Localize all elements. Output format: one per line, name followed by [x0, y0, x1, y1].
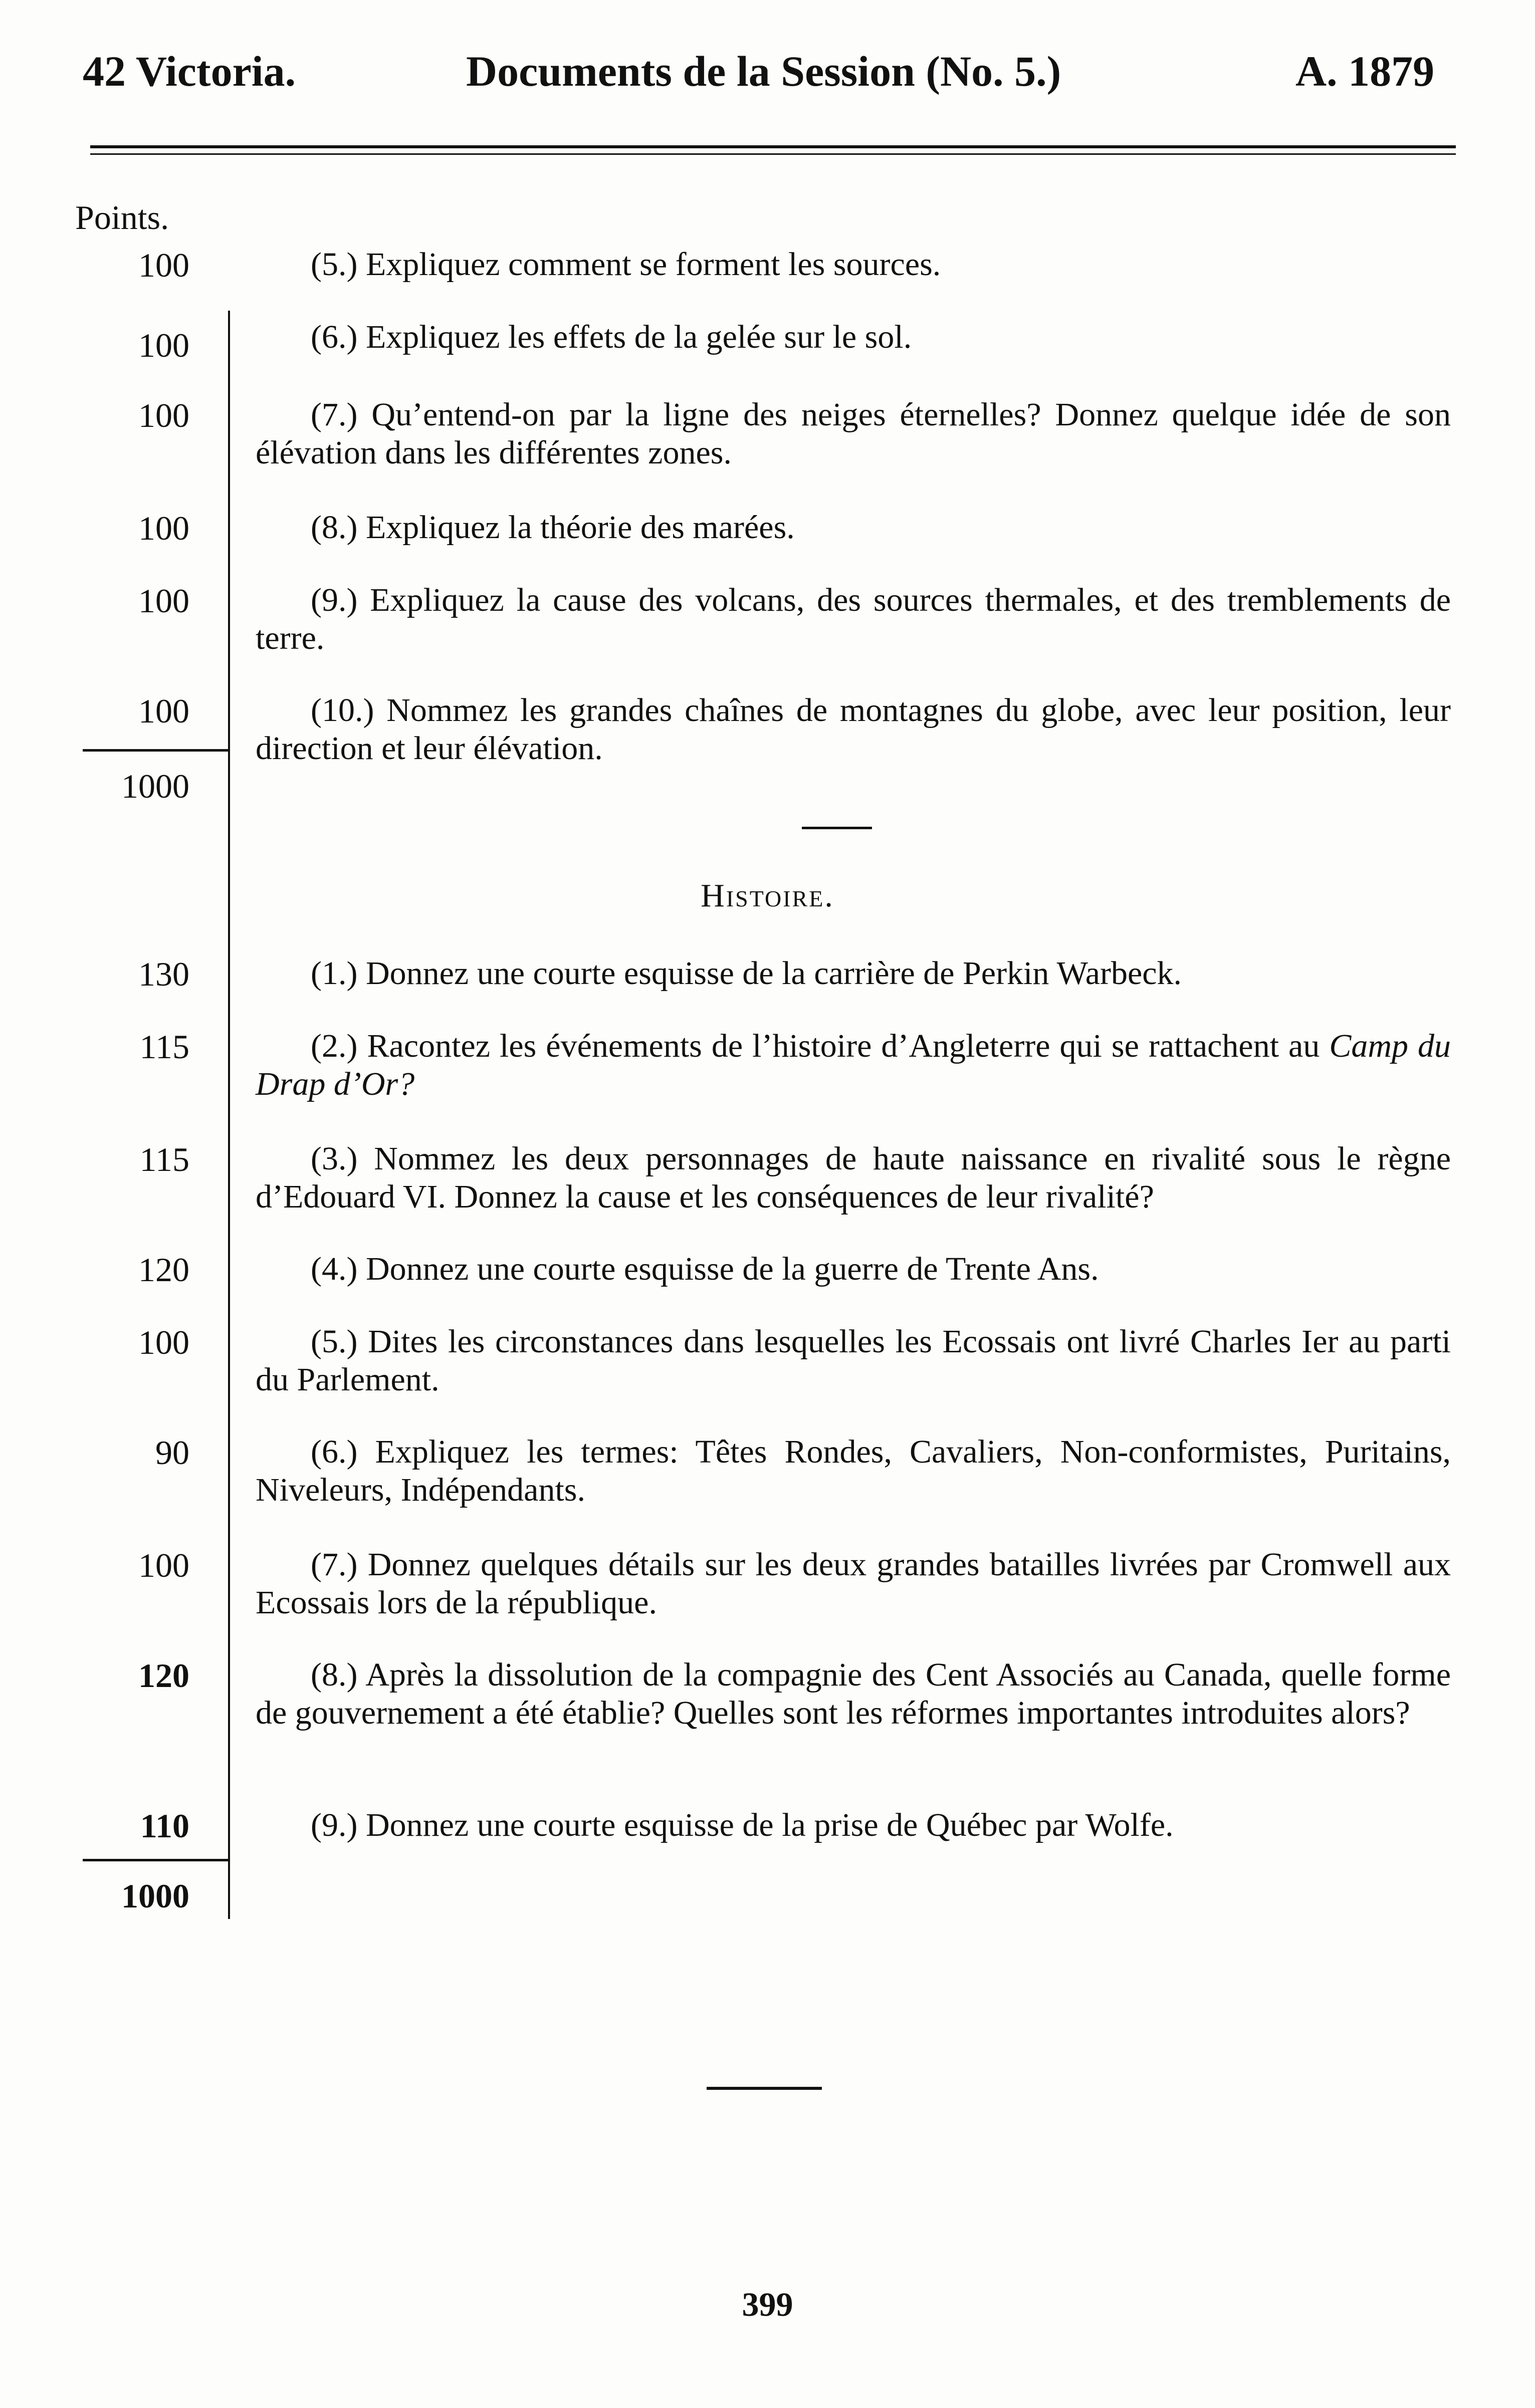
geo-question-8-text: Expliquez la théorie des marées. [365, 509, 795, 546]
hist-points-4: 120 [138, 1251, 189, 1289]
hist-question-8-num: (8.) [311, 1656, 358, 1693]
hist-question-6-num: (6.) [311, 1433, 358, 1470]
hist-question-1-text: Donnez une courte esquisse de la carrière de Perkin Warbeck. [365, 955, 1182, 992]
page-number: 399 [742, 2285, 793, 2323]
hist-question-2-text: Racontez les événements de l’histoire d’Angleterre qui se rattachent au [367, 1028, 1330, 1064]
hist-points-8: 120 [138, 1656, 189, 1695]
geo-question-10 [256, 691, 1451, 768]
geo-question-8 [256, 509, 1451, 547]
section-title-history: Histoire. [701, 877, 834, 914]
geo-points-7: 100 [138, 396, 189, 434]
header-center: Documents de la Session (No. 5.) [466, 47, 1061, 95]
hist-question-8-text: Après la dissolution de la compagnie des Cent Associés au Canada, quelle forme de gouvernement a été établie? Quelles sont les réformes importantes introduites alors? [256, 1656, 1451, 1731]
geo-question-5-num: (5.) [311, 246, 358, 283]
hist-question-5-text: Dites les circonstances dans lesquelles les Ecossais ont livré Charles Ier au parti du Parlement. [256, 1323, 1451, 1398]
geo-question-7 [256, 396, 1451, 472]
hist-question-5-num: (5.) [311, 1323, 358, 1360]
geo-question-6 [256, 318, 1451, 356]
header-rule-bottom [90, 153, 1456, 155]
hist-question-6-text: Expliquez les termes: Têtes Rondes, Cavaliers, Non-conformistes, Puritains, Niveleurs, Indépendants. [256, 1433, 1451, 1508]
hist-question-4-num: (4.) [311, 1251, 358, 1287]
geo-points-10: 100 [138, 692, 189, 730]
hist-points-1: 130 [138, 955, 189, 993]
hist-question-3-text: Nommez les deux personnages de haute naissance en rivalité sous le règne d’Edouard VI. Donnez la cause et les conséquences de leur rivalité? [256, 1140, 1451, 1215]
geo-question-9 [256, 581, 1451, 657]
geo-question-6-text: Expliquez les effets de la gelée sur le sol. [365, 319, 912, 355]
hist-question-2-num: (2.) [311, 1028, 358, 1064]
geo-points-9: 100 [138, 582, 189, 620]
points-column-divider [228, 311, 230, 1919]
hist-question-1 [256, 954, 1451, 993]
geo-question-7-text: Qu’entend-on par la ligne des neiges éternelles? Donnez quelque idée de son élévation dans les différentes zones. [256, 396, 1451, 471]
geo-points-6: 100 [138, 326, 189, 364]
geo-question-8-num: (8.) [311, 509, 358, 546]
hist-question-7-text: Donnez quelques détails sur les deux grandes batailles livrées par Cromwell aux Ecossais lors de la république. [256, 1546, 1451, 1621]
header-right: A. 1879 [1295, 47, 1435, 95]
geo-question-9-text: Expliquez la cause des volcans, des sources thermales, et des tremblements de terre. [256, 582, 1451, 656]
hist-points-3: 115 [139, 1140, 189, 1178]
hist-points-9: 110 [140, 1807, 189, 1845]
hist-question-4 [256, 1250, 1451, 1288]
geo-question-10-text: Nommez les grandes chaînes de montagnes du globe, avec leur position, leur direction et leur élévation. [256, 692, 1451, 767]
points-heading: Points. [75, 198, 169, 236]
geo-question-5-text: Expliquez comment se forment les sources. [365, 246, 941, 283]
hist-question-9-num: (9.) [311, 1807, 358, 1843]
hist-question-5 [256, 1323, 1451, 1399]
hist-question-9-text: Donnez une courte esquisse de la prise de Québec par Wolfe. [365, 1807, 1174, 1843]
header-left: 42 Victoria. [83, 47, 296, 95]
hist-points-5: 100 [138, 1323, 189, 1361]
geo-question-9-num: (9.) [311, 582, 358, 618]
hist-question-4-text: Donnez une courte esquisse de la guerre de Trente Ans. [365, 1251, 1099, 1287]
geo-question-5 [256, 246, 1451, 284]
section-separator [802, 827, 872, 829]
geo-points-8: 100 [138, 509, 189, 547]
hist-points-6: 90 [155, 1433, 189, 1472]
geo-question-10-num: (10.) [311, 692, 374, 729]
hist-question-7 [256, 1546, 1451, 1622]
hist-sum-line [83, 1859, 228, 1861]
hist-question-3-num: (3.) [311, 1140, 358, 1177]
hist-question-1-num: (1.) [311, 955, 358, 992]
hist-total: 1000 [121, 1877, 189, 1915]
hist-question-9 [256, 1806, 1451, 1844]
hist-question-2 [256, 1027, 1451, 1103]
geo-points-5: 100 [138, 246, 189, 284]
closing-rule [707, 2087, 822, 2090]
hist-question-7-num: (7.) [311, 1546, 358, 1583]
hist-question-6 [256, 1433, 1451, 1509]
hist-question-3 [256, 1140, 1451, 1216]
geo-total: 1000 [121, 767, 189, 805]
geo-question-6-num: (6.) [311, 319, 358, 355]
hist-question-2-italic: Camp du Drap d’Or [256, 1028, 1451, 1102]
hist-points-2: 115 [139, 1028, 189, 1066]
hist-question-2-end: ? [398, 1066, 415, 1102]
hist-points-7: 100 [138, 1546, 189, 1584]
header-rule-top [90, 145, 1456, 148]
hist-question-8 [256, 1656, 1451, 1732]
geo-question-7-num: (7.) [311, 396, 358, 433]
geo-sum-line [83, 749, 228, 752]
